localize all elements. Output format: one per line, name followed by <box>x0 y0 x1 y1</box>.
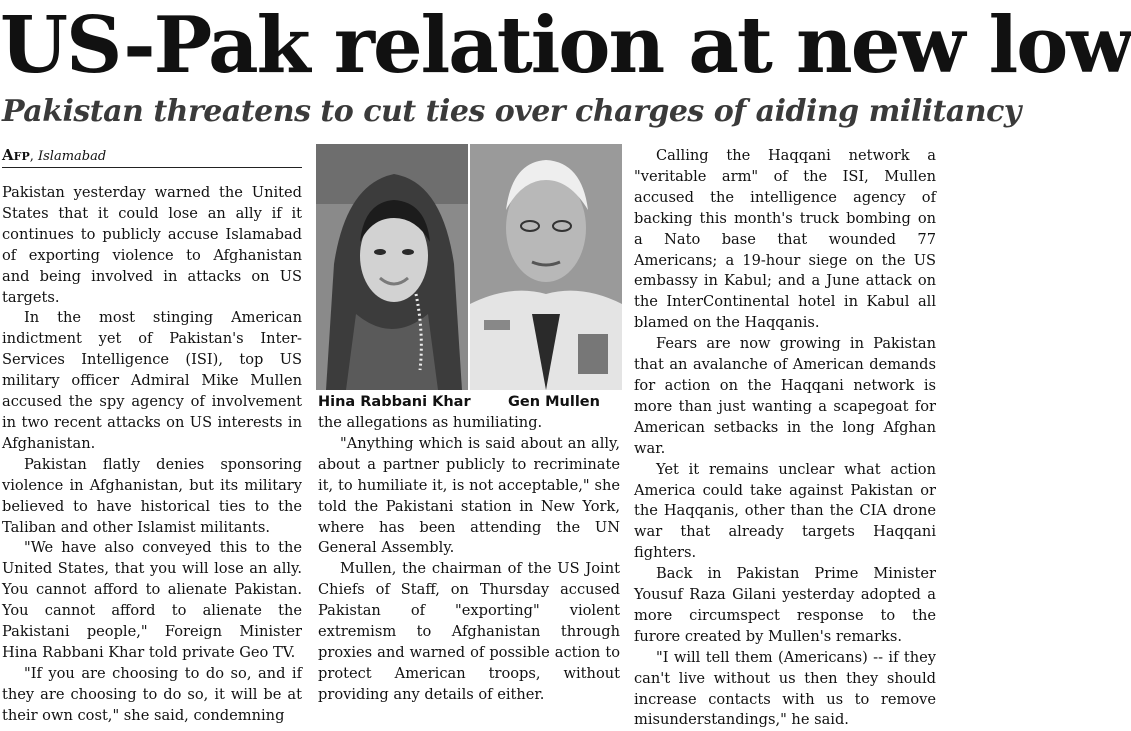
byline-location: Islamabad <box>38 149 107 164</box>
article-column-2 <box>318 413 620 713</box>
paragraph: Yet it remains unclear what action America could take against Pakistan or the Haqqanis, other than the CIA drone war that already targets Haqqani fighters. <box>634 460 936 562</box>
photo-hina-rabbani-khar <box>316 144 468 390</box>
paragraph: Mullen, the chairman of the US Joint Chiefs of Staff, on Thursday accused Pakistan of "exporting" violent extremism to Afghanistan through proxies and warned of possible action to protect American troops, without providing any details of either. <box>318 560 620 703</box>
paragraph: Pakistan flatly denies sponsoring violence in Afghanistan, but its military believed to have historical ties to the Taliban and other Islamist militants. <box>2 455 302 536</box>
byline: Afp, Islamabad <box>2 146 302 168</box>
paragraph: Fears are now growing in Pakistan that an avalanche of American demands for action on the Haqqani network is more than just wanting a scapegoat for American setbacks in the long Afghan war. <box>634 335 936 457</box>
headline: US-Pak relation at new low <box>0 0 1131 91</box>
paragraph: Calling the Haqqani network a "veritable arm" of the ISI, Mullen accused the intelligence agency of backing this month's truck bombing on a Nato base that wounded 77 Americans; a 19-hour siege on the US embassy in Kabul; and a June attack on the InterContinental hotel in Kabul all blamed on the Haqqanis. <box>634 147 936 332</box>
photo-gen-mullen <box>470 144 622 390</box>
paragraph: "I will tell them (Americans) -- if they can't live without us then they should increase contacts with us to remove misunderstandings," he said. <box>634 648 936 729</box>
paragraph: In the most stinging American indictment yet of Pakistan's Inter-Services Intelligence (ISI), top US military officer Admiral Mike Mullen accused the spy agency of involvement in two recent attacks on US interests in Afghanistan. <box>2 309 302 452</box>
paragraph: the allegations as humiliating. <box>318 414 543 431</box>
paragraph: "We have also conveyed this to the United States, that you will lose an ally. You cannot afford to alienate Pakistan. You cannot afford to alienate the Pakistani people," Foreign Minister Hina Rabbani Khar told private Geo TV. <box>2 539 302 661</box>
paragraph: Back in Pakistan Prime Minister Yousuf Raza Gilani yesterday adopted a more circumspect response to the furore created by Mullen's remarks. <box>634 565 936 645</box>
byline-agency: Afp <box>2 146 30 164</box>
article-column-3 <box>634 146 936 729</box>
article-column-1 <box>2 183 302 724</box>
paragraph: Pakistan yesterday warned the United States that it could lose an ally if it continues to publicly accuse Islamabad of exporting violence to Afghanistan and being involved in attacks on US targets. <box>2 184 302 306</box>
paragraph: "Anything which is said about an ally, about a partner publicly to recriminate it, to humiliate it, is not acceptable," she told the Pakistani station in New York, where has been attending the UN General Assembly. <box>318 434 620 557</box>
photo-caption-left: Hina Rabbani Khar <box>318 394 471 410</box>
portrait-woman-illustration <box>316 144 468 390</box>
subheadline: Pakistan threatens to cut ties over charges of aiding militancy <box>2 94 1021 129</box>
photo-caption-right: Gen Mullen <box>508 394 600 410</box>
paragraph: "If you are choosing to do so, and if they are choosing to do so, it will be at their own cost," she said, condemning <box>2 664 302 724</box>
portrait-man-illustration <box>470 144 622 390</box>
